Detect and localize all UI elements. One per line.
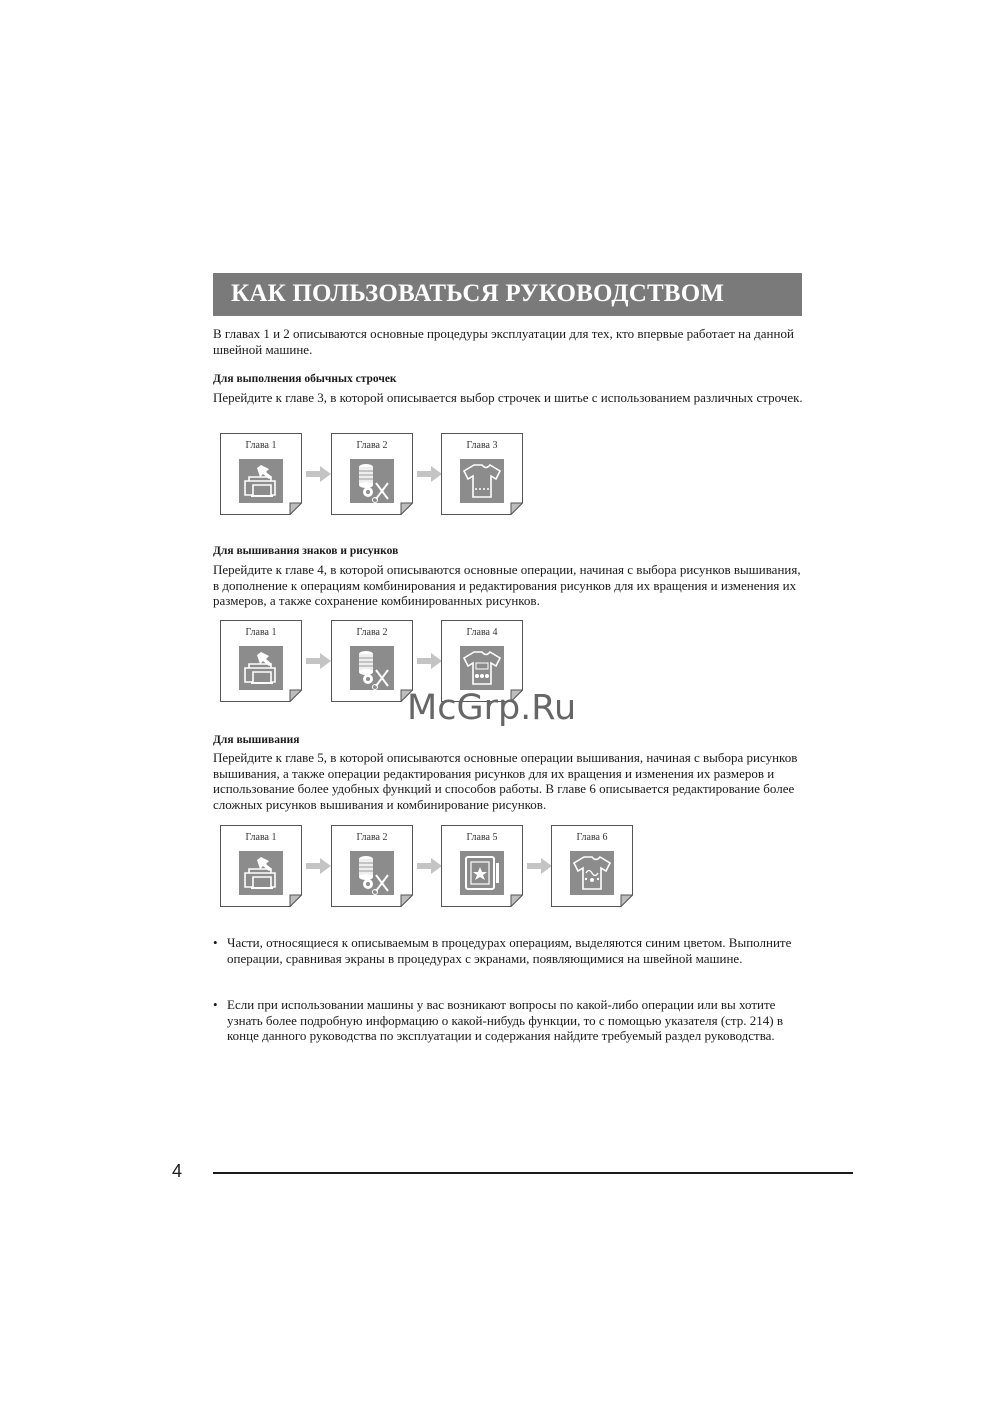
- tshirt-stitch-icon: [460, 459, 504, 503]
- chapter-card: [331, 825, 413, 907]
- section-text-embroidery: Перейдите к главе 5, в которой описываются основные операции вышивания, начиная с выбора рисунков вышивания, а также операции редактирования рисунков для их вращения и изменения их размеров и использование более удобных функций и способов работы. В главе 6 описывается редактирование более сложных рисунков вышивания и комбинирование рисунков.: [213, 750, 798, 812]
- section-text-character-embroidery: Перейдите к главе 4, в которой описываются основные операции, начиная с выбора рисунков вышивания, в дополнение к операциям комбинирования и редактирования рисунков для их вращения и изменения их размеров, а также сохранение комбинированных рисунков.: [213, 562, 801, 608]
- flow-arrow-icon: [417, 653, 442, 669]
- tshirt-embroidery-icon: [570, 851, 614, 895]
- chapter-label: Глава 1: [245, 440, 277, 451]
- thread-scissors-icon: [350, 851, 394, 895]
- chapter-card: [331, 433, 413, 515]
- sewing-machine-icon: [239, 851, 283, 895]
- chapter-label: Глава 4: [466, 627, 498, 638]
- flow-arrow-icon: [306, 653, 331, 669]
- tshirt-abc-icon: [460, 646, 504, 690]
- flow-arrow-icon: [306, 466, 331, 482]
- sewing-machine-icon: [239, 646, 283, 690]
- section-heading-regular-stitches: Для выполнения обычных строчек: [213, 373, 397, 385]
- thread-scissors-icon: [350, 646, 394, 690]
- chapter-label: Глава 2: [356, 627, 388, 638]
- chapter-label: Глава 2: [356, 832, 388, 843]
- flow-arrow-icon: [527, 858, 552, 874]
- chapter-label: Глава 5: [466, 832, 498, 843]
- page-title: КАК ПОЛЬЗОВАТЬСЯ РУКОВОДСТВОМ: [231, 280, 725, 307]
- thread-scissors-icon: [350, 459, 394, 503]
- page-number: 4: [172, 1161, 183, 1181]
- chapter-label: Глава 1: [245, 627, 277, 638]
- chapter-card: [441, 433, 523, 515]
- flow-arrow-icon: [417, 466, 442, 482]
- sewing-machine-icon: [239, 459, 283, 503]
- flow-arrow-icon: [417, 858, 442, 874]
- chapter-card: [551, 825, 633, 907]
- chapter-card: [220, 620, 302, 702]
- section-heading-embroidery: Для вышивания: [213, 734, 300, 746]
- chapter-card: [331, 620, 413, 702]
- embroidery-frame-icon: [460, 851, 504, 895]
- bullet-dot: •: [213, 997, 218, 1012]
- title-banner: [213, 273, 802, 316]
- chapter-label: Глава 3: [466, 440, 498, 451]
- chapter-card: [220, 825, 302, 907]
- flow-arrow-icon: [306, 858, 331, 874]
- note-text-2: Если при использовании машины у вас возникают вопросы по какой-либо операции или вы хотите узнать более подробную информацию о какой-нибудь функции, то с помощью указателя (стр. 214) в конце данного руководства по эксплуатации и содержания найдите требуемый раздел руководства.: [227, 997, 783, 1043]
- note-text-1: Части, относящиеся к описываемым в процедурах операциям, выделяются синим цветом. Выполните операции, сравнивая экраны в процедурах с экранами, появляющимися на швейной машине.: [227, 935, 792, 966]
- chapter-label: Глава 2: [356, 440, 388, 451]
- bullet-dot: •: [213, 935, 218, 950]
- intro-paragraph: В главах 1 и 2 описываются основные процедуры эксплуатации для тех, кто впервые работает на данной швейной машине.: [213, 326, 794, 357]
- watermark: McGrp.Ru: [407, 688, 577, 728]
- chapter-card: [441, 825, 523, 907]
- section-heading-character-embroidery: Для вышивания знаков и рисунков: [213, 545, 399, 557]
- chapter-label: Глава 1: [245, 832, 277, 843]
- chapter-label: Глава 6: [576, 832, 608, 843]
- chapter-card: [220, 433, 302, 515]
- section-text-regular-stitches: Перейдите к главе 3, в которой описывается выбор строчек и шитье с использованием различных строчек.: [213, 390, 803, 405]
- footer-rule: [213, 1172, 853, 1174]
